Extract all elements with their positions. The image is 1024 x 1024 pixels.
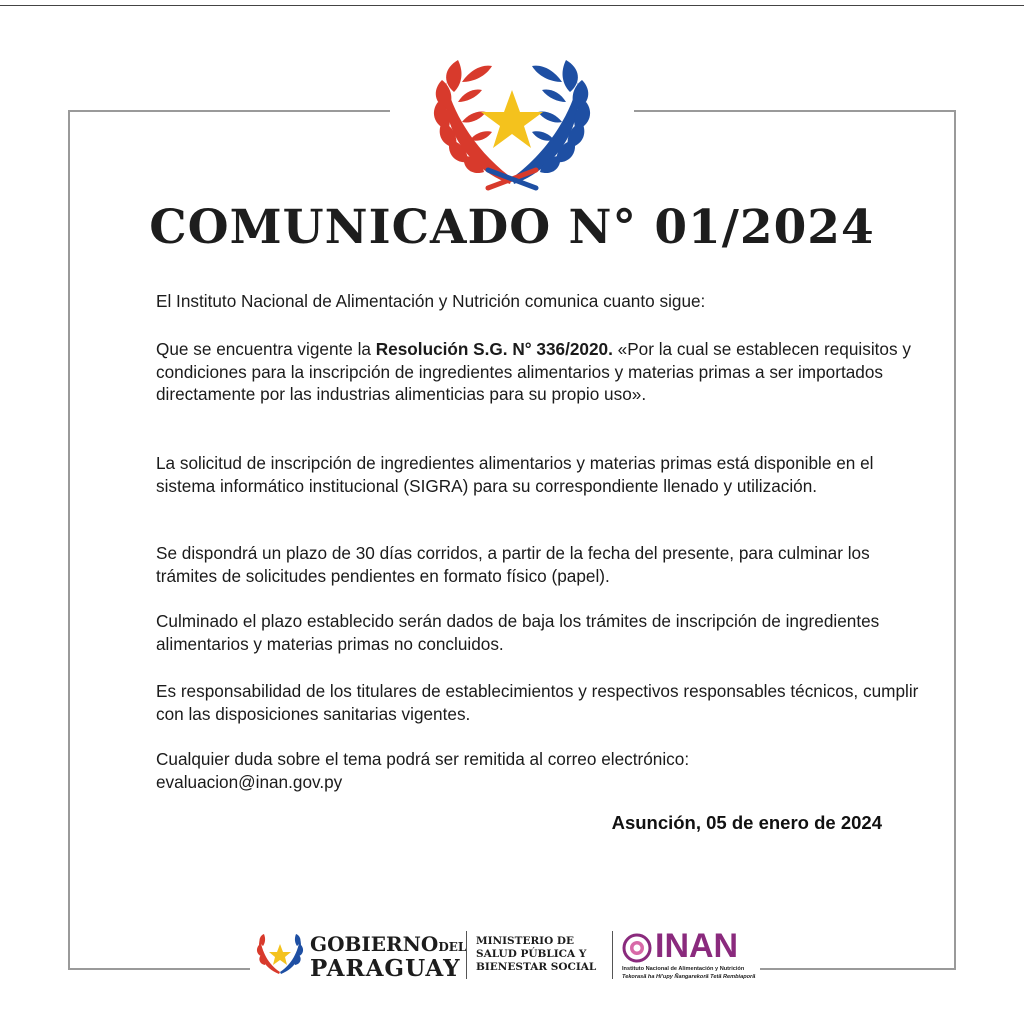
sigra-paragraph: La solicitud de inscripción de ingredientes alimentarios y materias primas está disponible en el sistema informático institucional (SIGRA) para su correspondiente llenado y utilización.	[156, 453, 874, 496]
deadline-paragraph: Se dispondrá un plazo de 30 días corridos, a partir de la fecha del presente, para culminar los trámites de solicitudes pendientes en formato físico (papel).	[156, 543, 870, 586]
paraguay-word: PARAGUAY	[310, 955, 461, 982]
contact-text: Cualquier duda sobre el tema podrá ser remitida al correo electrónico:	[156, 749, 690, 769]
contact-email[interactable]: evaluacion@inan.gov.py	[156, 771, 343, 792]
cancellation-paragraph: Culminado el plazo establecido serán dados de baja los trámites de inscripción de ingredientes alimentarios y materias primas no concluidos.	[156, 611, 880, 654]
inan-subtitle: Instituto Nacional de Alimentación y Nutrición	[622, 966, 745, 972]
top-rule	[0, 5, 1024, 6]
inan-name: INAN	[655, 927, 739, 965]
ministerio-line1: MINISTERIO DE	[476, 935, 574, 947]
footer-logos	[0, 925, 1024, 985]
frame-border-top-right	[634, 110, 956, 112]
inan-logo-icon	[622, 933, 652, 963]
contact-paragraph	[156, 748, 926, 793]
ministerio-line3: BIENESTAR SOCIAL	[476, 961, 597, 973]
issue-date: Asunción, 05 de enero de 2024	[611, 812, 882, 833]
intro-paragraph: El Instituto Nacional de Alimentación y Nutrición comunica cuanto sigue:	[156, 291, 706, 311]
del-word: DEL	[438, 940, 467, 954]
resolution-paragraph	[156, 338, 926, 406]
responsibility-paragraph: Es responsabilidad de los titulares de establecimientos y respectivos responsables técnicos, cumplir con las disposiciones sanitarias vigentes.	[156, 681, 919, 724]
resolution-text-after: «Por la cual se establecen requisitos y condiciones para la inscripción de ingredientes alimentarios y materias primas a ser importados directamente por las industrias alimenticias para su propio uso».	[156, 339, 911, 404]
gobierno-word: GOBIERNO	[310, 932, 439, 956]
ministerio-line2: SALUD PÚBLICA Y	[476, 948, 587, 960]
footer-divider	[466, 931, 467, 979]
gobierno-paraguay-logo	[310, 933, 466, 980]
resolution-text-before: Que se encuentra vigente la	[156, 339, 376, 359]
footer-divider	[612, 931, 613, 979]
national-emblem-icon	[432, 52, 592, 192]
inan-subtitle-guarani: Tekorasã ha Hi'upy Ñangarekorã Tetã Rembiaporã	[622, 974, 756, 980]
frame-border-top-left	[68, 110, 390, 112]
ministerio-logo	[476, 935, 596, 974]
government-emblem-icon	[256, 932, 304, 976]
resolution-reference: Resolución S.G. N° 336/2020.	[375, 339, 613, 359]
page-title: COMUNICADO N° 01/2024	[149, 200, 875, 255]
